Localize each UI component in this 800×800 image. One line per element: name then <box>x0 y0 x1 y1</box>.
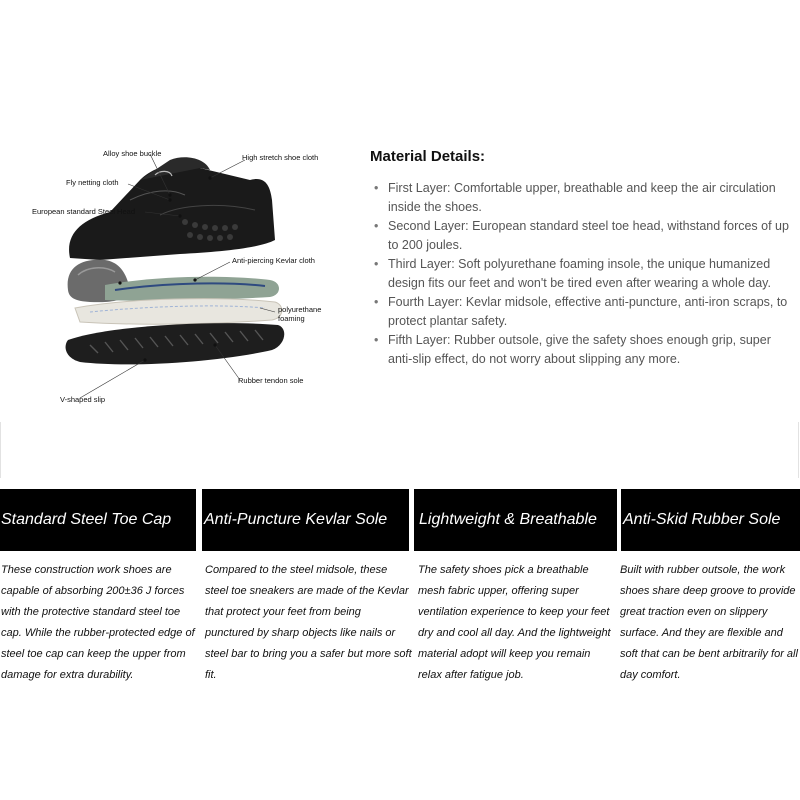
material-layer-4: • Fourth Layer: Kevlar midsole, effective anti-puncture, anti-iron scraps, to protect plantar safety. <box>388 293 795 331</box>
callout-kevlar-cloth: Anti-piercing Kevlar cloth <box>232 256 315 265</box>
divider-line <box>798 422 799 478</box>
callout-polyurethane-foaming: polyurethane foaming <box>278 305 322 323</box>
divider-line <box>0 422 1 478</box>
feature-title: Standard Steel Toe Cap <box>1 511 172 528</box>
callout-alloy-shoe-buckle: Alloy shoe buckle <box>103 149 162 158</box>
material-layer-3: • Third Layer: Soft polyurethane foaming insole, the unique humanized design fits our feet and won't be tired even after wearing a whole day. <box>388 255 795 293</box>
foam-insole-illustration <box>75 299 282 325</box>
feature-banner-anti-skid <box>621 489 800 551</box>
material-details-list <box>370 179 795 369</box>
feature-title: Lightweight & Breathable <box>419 511 597 528</box>
shoe-exploded-diagram <box>20 140 340 415</box>
feature-text-lightweight: The safety shoes pick a breathable mesh fabric upper, offering super ventilation experience to keep your feet dry and cool all day. And the lightweight material adopt will keep you remain relax after fatigue job. <box>418 564 611 681</box>
feature-banner-lightweight <box>414 489 617 551</box>
feature-text-steel-toe: These construction work shoes are capable of absorbing 200±36 J forces with the protective standard steel toe cap. While the rubber-protected edge of steel toe cap can keep the upper from damage for extra durability. <box>1 564 195 681</box>
feature-banner-steel-toe <box>0 489 196 551</box>
feature-banner-kevlar-sole <box>202 489 409 551</box>
feature-title: Anti-Puncture Kevlar Sole <box>204 511 388 528</box>
material-details-title: Material Details: <box>370 148 486 165</box>
feature-title: Anti-Skid Rubber Sole <box>623 511 781 528</box>
callout-rubber-tendon-sole: Rubber tendon sole <box>238 376 304 385</box>
material-layer-1: • First Layer: Comfortable upper, breathable and keep the air circulation inside the shoes. <box>388 179 795 217</box>
callout-steel-head: European standard Steel Head <box>32 207 135 216</box>
feature-text-anti-skid: Built with rubber outsole, the work shoes share deep groove to provide great traction even on slippery surface. And they are flexible and soft that can be bent arbitrarily for all day comfort. <box>620 564 798 681</box>
callout-fly-netting-cloth: Fly netting cloth <box>66 178 119 187</box>
material-details <box>370 148 795 369</box>
callout-high-stretch-cloth: High stretch shoe cloth <box>242 153 319 162</box>
material-layer-5: • Fifth Layer: Rubber outsole, give the safety shoes enough grip, super anti-slip effect, do not worry about slipping any more. <box>388 331 795 369</box>
feature-text-kevlar-sole: Compared to the steel midsole, these steel toe sneakers are made of the Kevlar that protect your feet from being punctured by sharp objects like nails or steel bar to bring you a safer but more soft fit. <box>205 564 412 681</box>
material-layer-2: • Second Layer: European standard steel toe head, withstand forces of up to 200 joules. <box>388 217 795 255</box>
callout-v-shaped-slip: V-shaped slip <box>60 395 106 404</box>
rubber-outsole-illustration <box>66 323 285 364</box>
